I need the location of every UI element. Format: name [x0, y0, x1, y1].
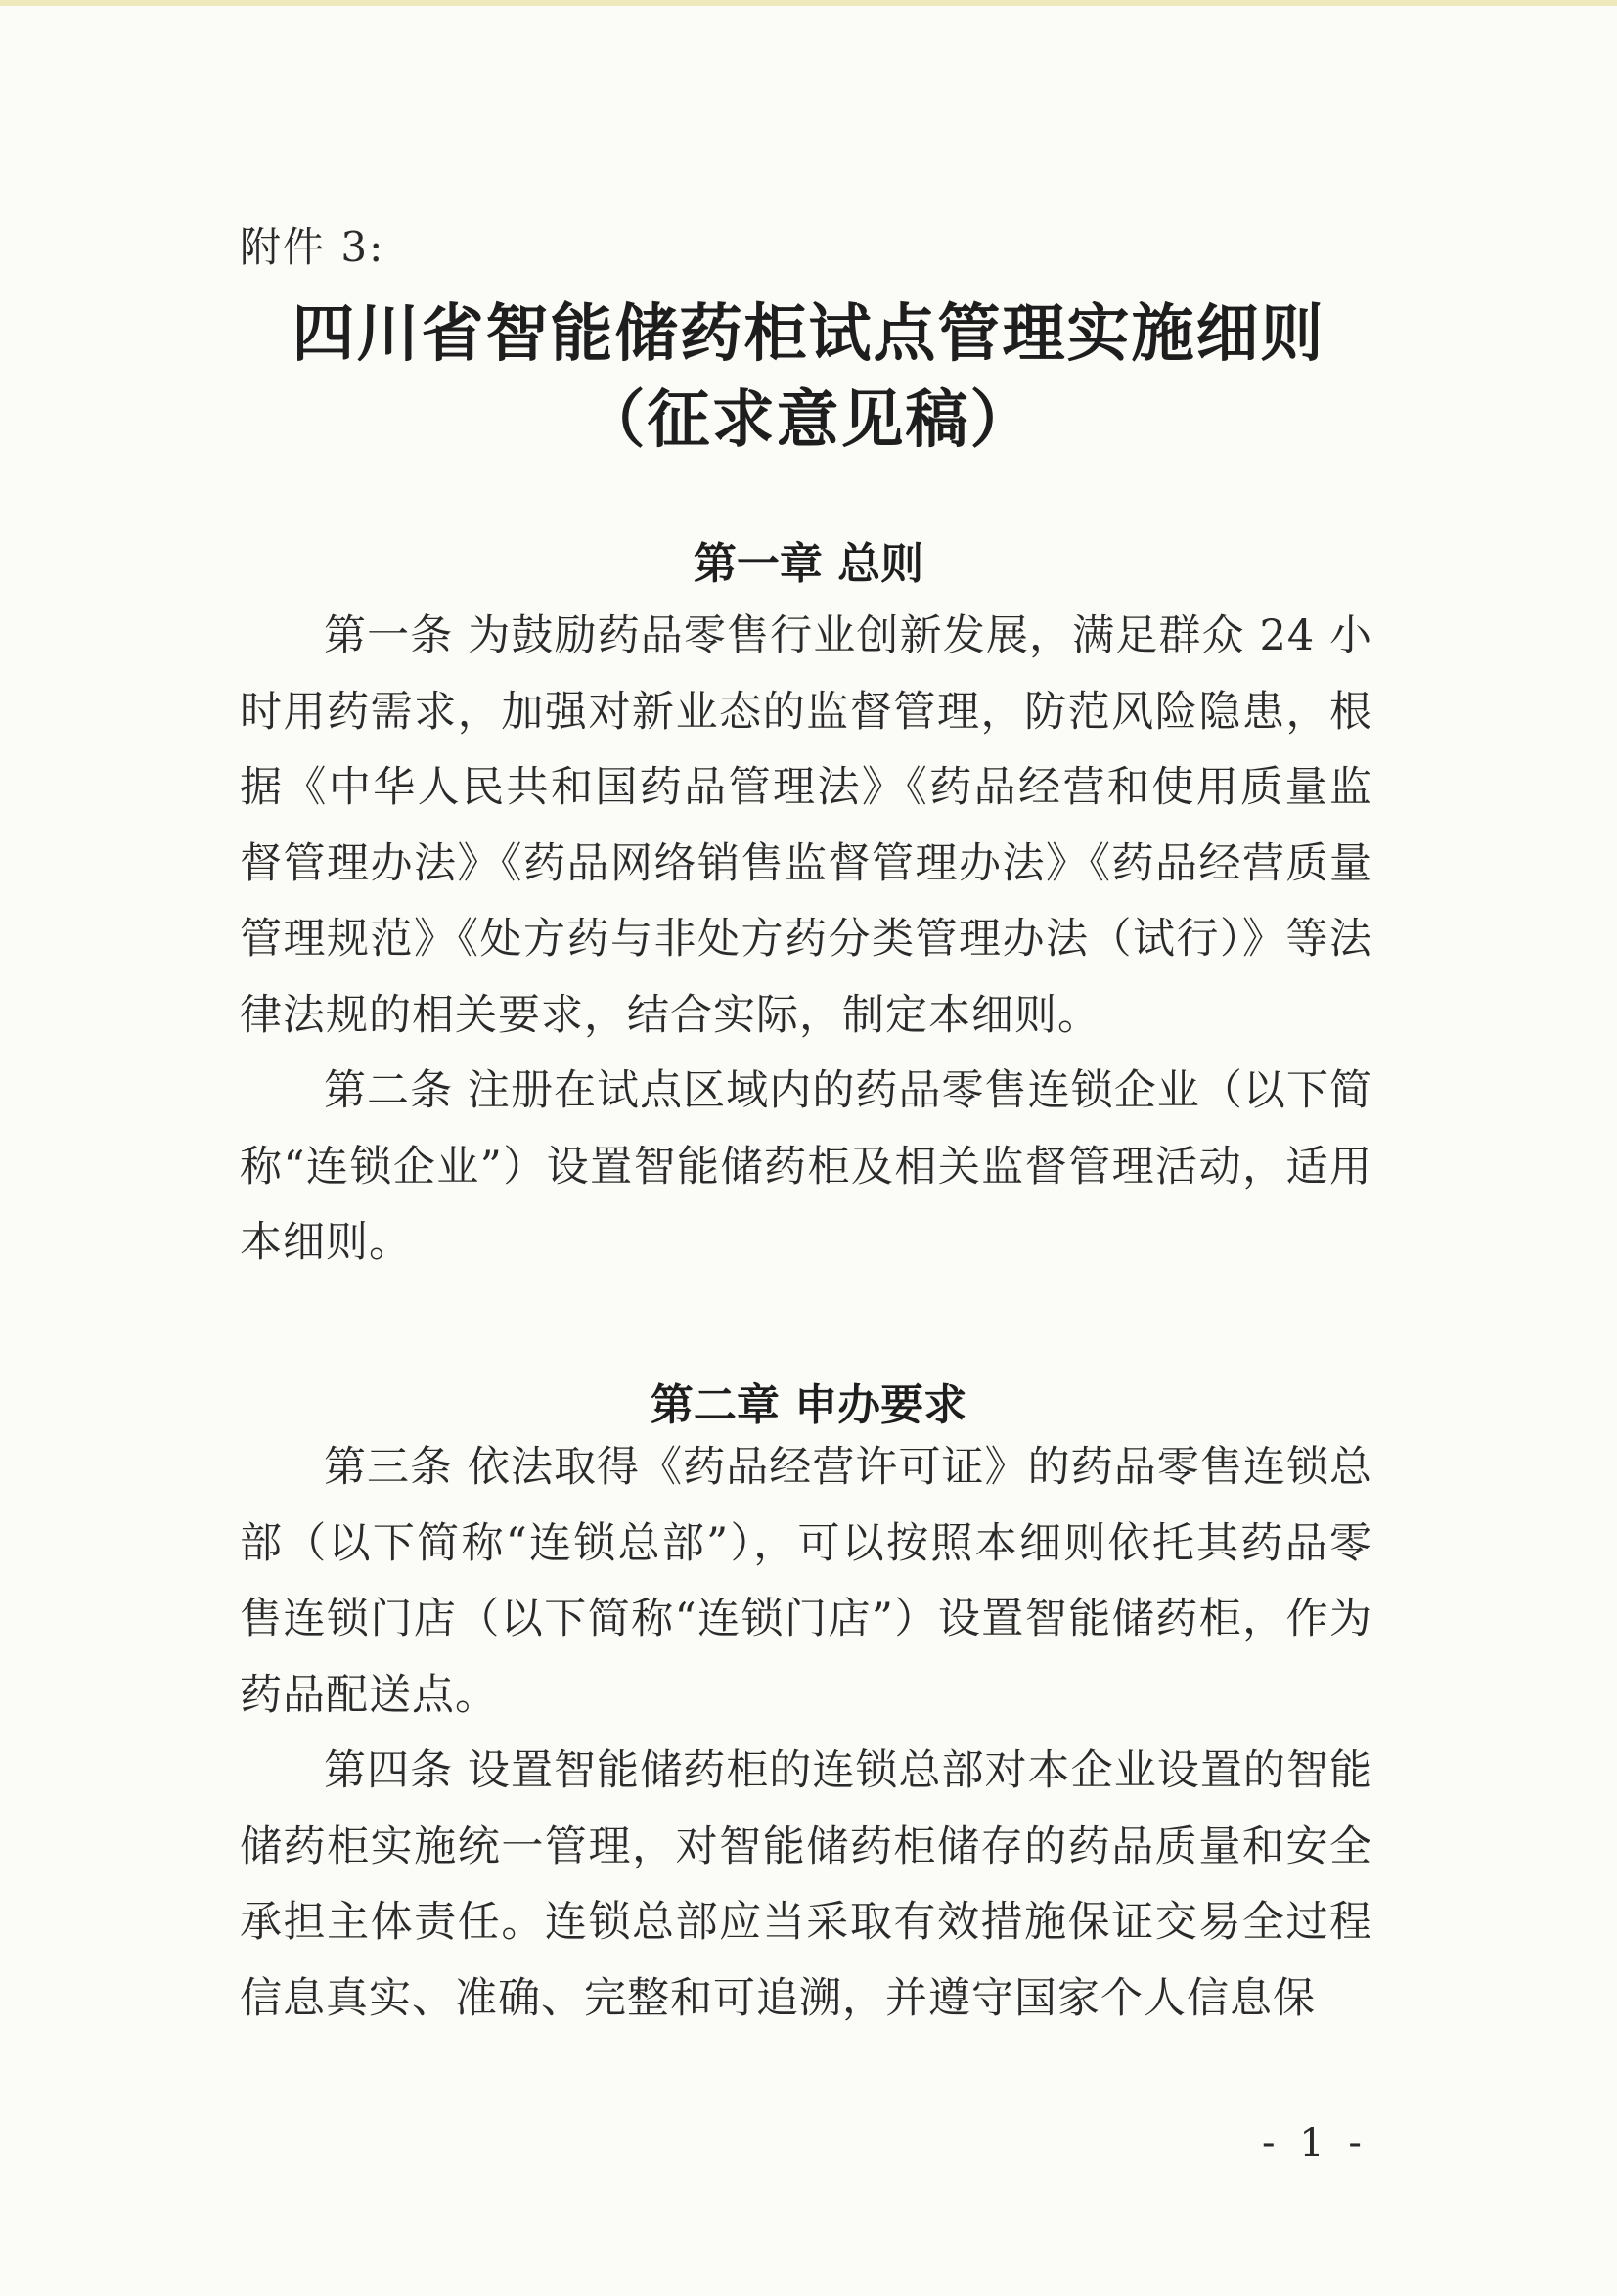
attachment-label: 附件 3: — [240, 223, 385, 271]
article-3: 第三条 依法取得《药品经营许可证》的药品零售连锁总部（以下简称“连锁总部”），可以按照本细则依托其药品零售连锁门店（以下简称“连锁门店”）设置智能储药柜，作为药品配送点。 — [240, 1443, 1372, 1720]
article-4: 第四条 设置智能储药柜的连锁总部对本企业设置的智能储药柜实施统一管理，对智能储药柜储存的药品质量和安全承担主体责任。连锁总部应当采取有效措施保证交易全过程信息真实、准确、完整和可追溯，并遵守国家个人信息保 — [240, 1746, 1372, 2023]
chapter-heading-2: 第二章 申办要求 — [650, 1380, 967, 1430]
article-2: 第二条 注册在试点区域内的药品零售连锁企业（以下简称“连锁企业”）设置智能储药柜及相关监督管理活动，适用本细则。 — [240, 1066, 1372, 1267]
chapter-heading-1: 第一章 总则 — [693, 539, 924, 589]
page-number: - 1 - — [1262, 2121, 1368, 2166]
document-title: 四川省智能储药柜试点管理实施细则 — [292, 297, 1325, 371]
page-edge-divider — [0, 0, 1617, 6]
article-1: 第一条 为鼓励药品零售行业创新发展，满足群众 24 小时用药需求，加强对新业态的监督管理，防范风险隐患，根据《中华人民共和国药品管理法》《药品经营和使用质量监督管理办法》《药品网络销售监督管理办法》《药品经营质量管理规范》《处方药与非处方药分类管理办法（试行）》等法律法规的相关要求，结合实际，制定本细则。 — [240, 611, 1372, 1040]
document-subtitle: （征求意见稿） — [582, 383, 1035, 457]
